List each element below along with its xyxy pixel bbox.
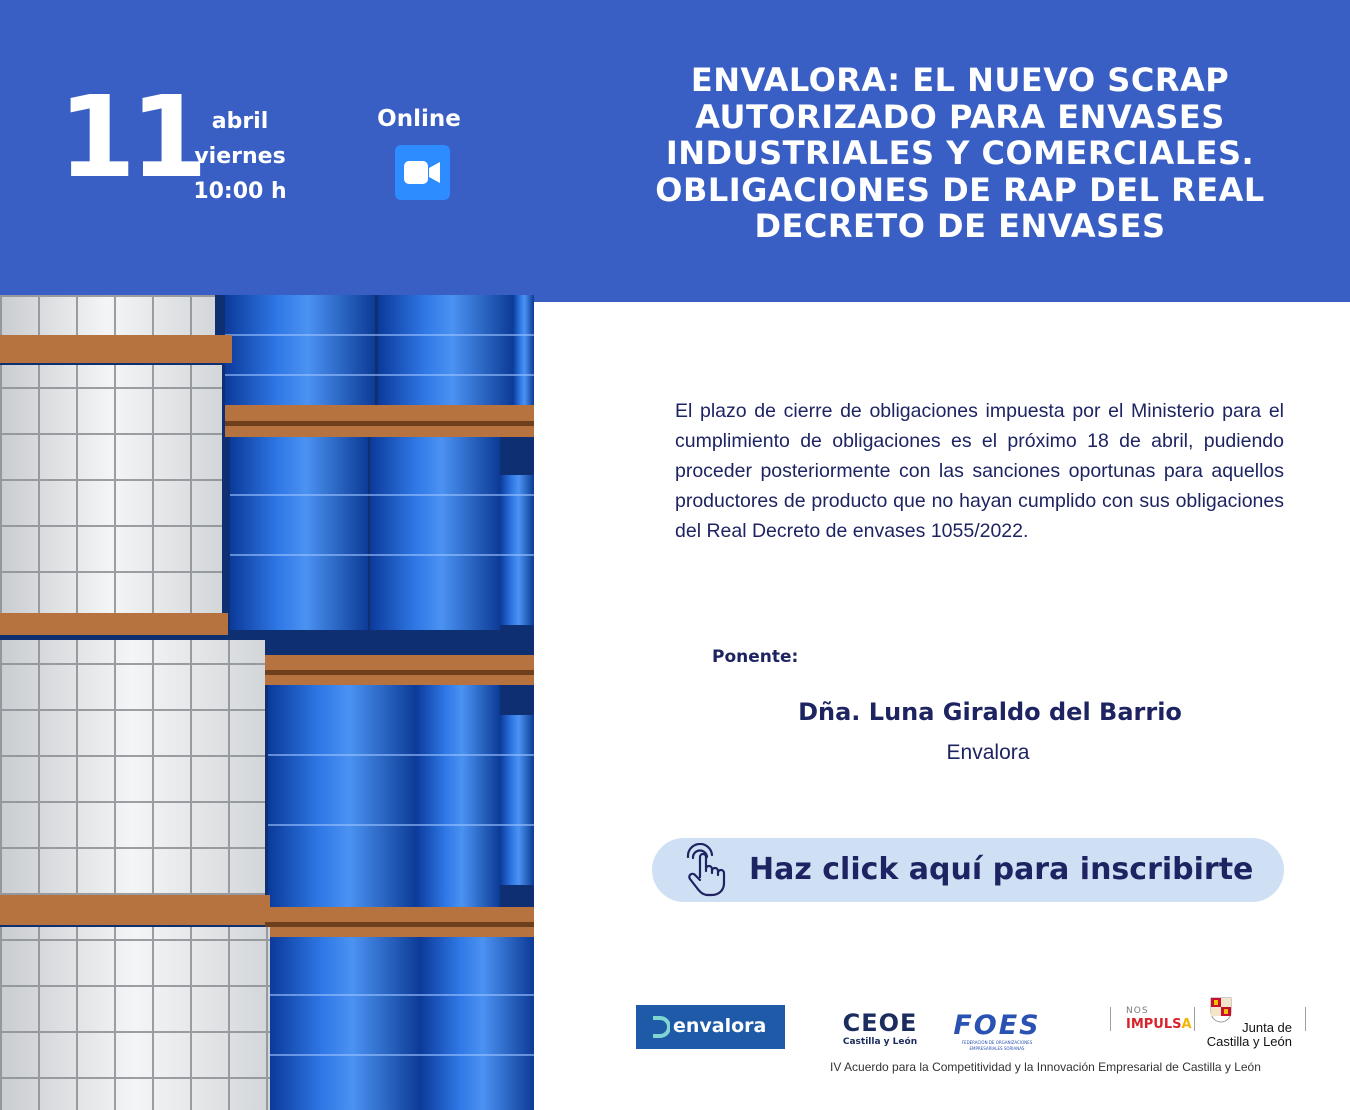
foes-logo-subtitle: FEDERACIÓN DE ORGANIZACIONES EMPRESARIALES SORIANAS [961, 1040, 1033, 1051]
event-header [0, 0, 1350, 302]
speaker-organization: Envalora [946, 741, 1030, 764]
ceoe-logo-region: Castilla y León [842, 1037, 918, 1047]
envalora-logo-text: envalora [673, 1015, 767, 1037]
event-day: 11 [58, 73, 202, 203]
impulsa-text: IMPULS [1126, 1017, 1182, 1032]
ceoe-logo [840, 1010, 920, 1048]
event-month: abril [211, 109, 269, 134]
logo-divider [1110, 1007, 1111, 1031]
event-date-time [188, 104, 292, 209]
hand-pointer-click-icon [682, 843, 738, 901]
speaker-name: Dña. Luna Giraldo del Barrio [798, 698, 1182, 726]
foes-logo [945, 1012, 1049, 1052]
event-title: ENVALORA: EL NUEVO SCRAP AUTORIZADO PARA ENVASES INDUSTRIALES Y COMERCIALES. OBLIGACIONES DE RAP DEL REAL DECRETO DE ENVASES [655, 61, 1265, 245]
junta-logo-text [1200, 1021, 1292, 1049]
junta-line-2: Castilla y León [1206, 1034, 1292, 1049]
speaker-label: Ponente: [712, 647, 799, 667]
register-button[interactable] [652, 838, 1284, 902]
event-time: 10:00 h [193, 179, 287, 204]
event-mode: Online [377, 106, 461, 132]
junta-line-1: Junta de [1242, 1020, 1292, 1035]
drums-photo [0, 295, 534, 1110]
nos-impulsa-logo [1126, 1017, 1192, 1032]
logo-divider [1194, 1007, 1195, 1031]
nos-impulsa-prefix: NOS [1126, 1006, 1149, 1016]
impulsa-end: A [1181, 1017, 1192, 1032]
event-weekday: viernes [194, 144, 286, 169]
event-description: El plazo de cierre de obligaciones impuesta por el Ministerio para el cumplimiento de obligaciones es el próximo 18 de abril, pudiendo proceder posteriormente con las sanciones oportunas para aquellos productores de producto que no hayan cumplido con sus obligaciones del Real Decreto de envases 1055/2022. [675, 400, 1284, 542]
envalora-logo [636, 1005, 785, 1049]
logo-divider [1305, 1007, 1306, 1031]
foes-logo-text: FOES [953, 1010, 1041, 1041]
zoom-video-icon [395, 145, 450, 200]
ceoe-logo-text: CEOE [842, 1009, 918, 1037]
agreement-footer: IV Acuerdo para la Competitividad y la Innovación Empresarial de Castilla y León [830, 1060, 1261, 1074]
register-button-label: Haz click aquí para inscribirte [749, 852, 1254, 887]
